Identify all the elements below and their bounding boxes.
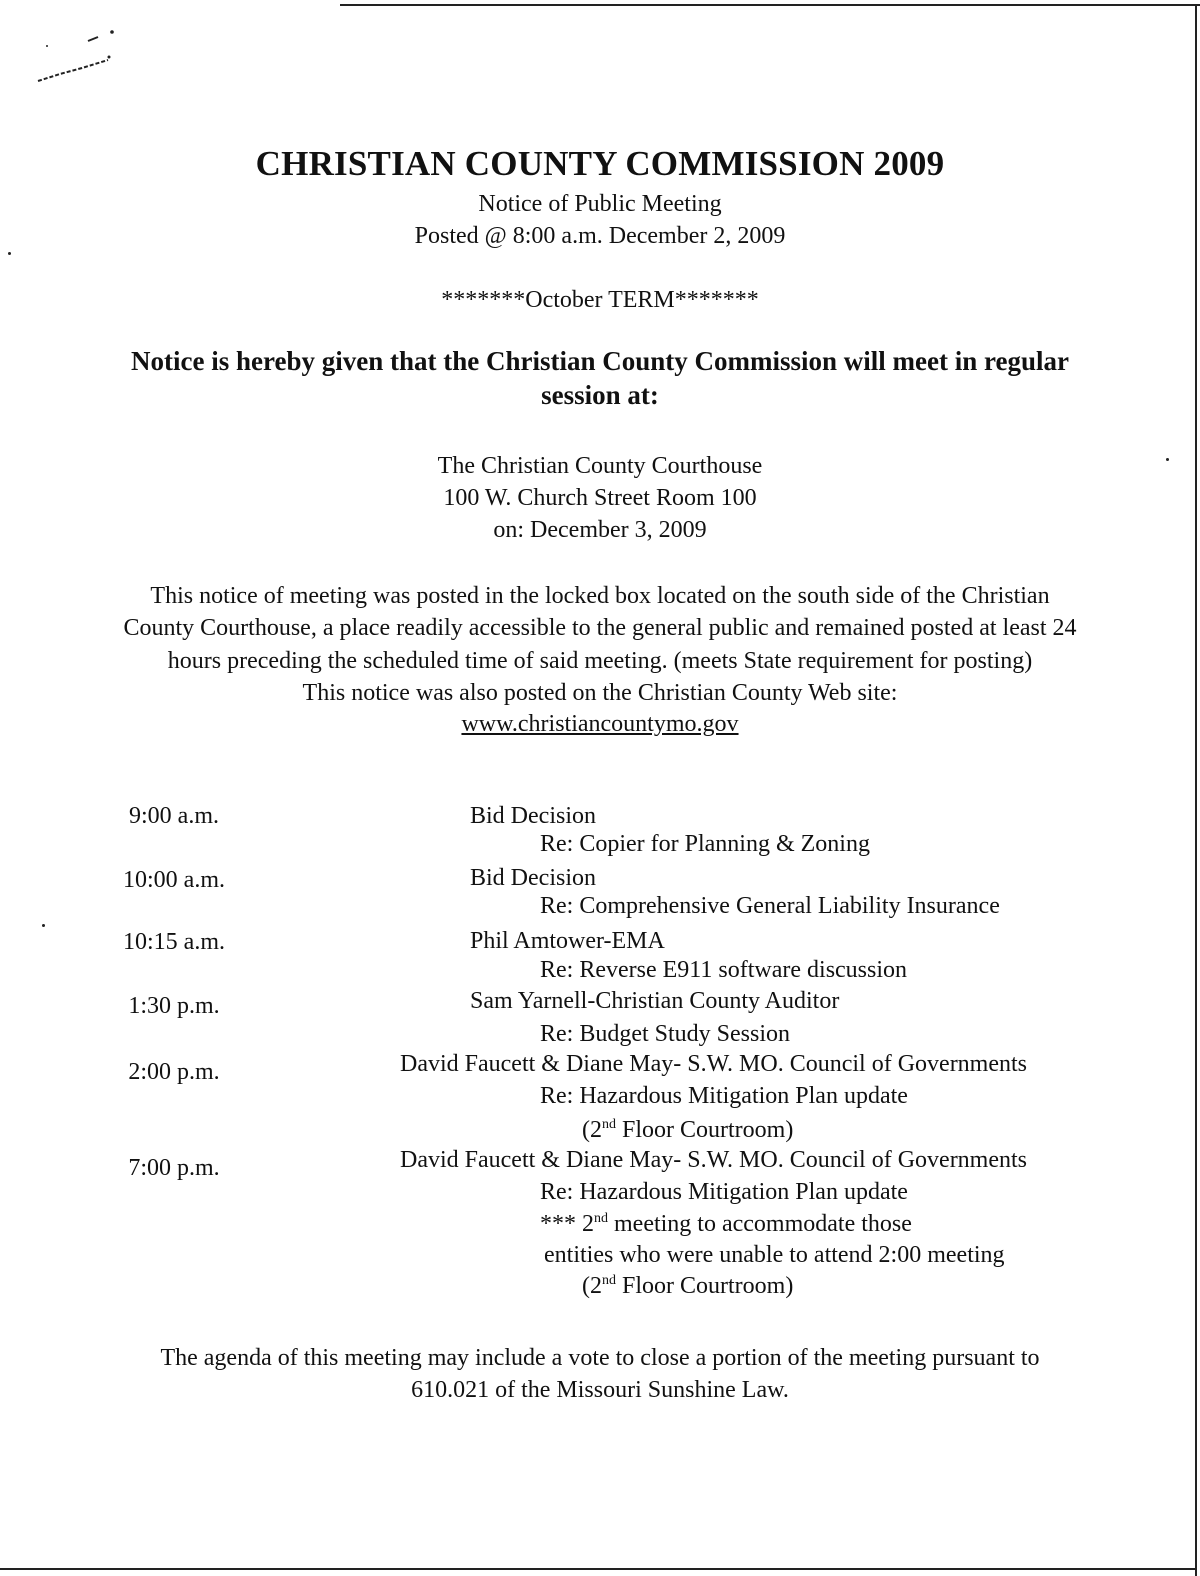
location-building: The Christian County Courthouse: [437, 453, 763, 479]
notice-statement: [0, 344, 1200, 412]
schedule-time: 9:00 a.m.: [129, 803, 219, 829]
footer-line-2: 610.021 of the Missouri Sunshine Law.: [411, 1377, 789, 1403]
posting-line-3: hours preceding the scheduled time of said meeting. (meets State requirement for posting): [167, 648, 1033, 674]
schedule-re: Re: Comprehensive General Liability Insurance: [540, 893, 1000, 919]
schedule-note-2: entities who were unable to attend 2:00 meeting: [544, 1242, 1005, 1268]
schedule-re: Re: Budget Study Session: [540, 1021, 791, 1047]
schedule-title: Sam Yarnell-Christian County Auditor: [470, 988, 840, 1014]
posting-line-1: This notice of meeting was posted in the locked box located on the south side of the Christian: [150, 583, 1050, 609]
location-address: 100 W. Church Street Room 100: [443, 485, 757, 511]
term-line: *******October TERM*******: [441, 287, 759, 313]
schedule-time: 10:15 a.m.: [123, 929, 225, 955]
schedule-room: (2nd Floor Courtroom): [582, 1273, 794, 1299]
schedule-note: *** 2nd meeting to accommodate those: [540, 1211, 912, 1237]
meeting-date: on: December 3, 2009: [493, 517, 707, 543]
page-border-bottom: [0, 1568, 1197, 1570]
schedule-room: (2nd Floor Courtroom): [582, 1117, 794, 1143]
schedule-title: David Faucett & Diane May- S.W. MO. Council of Governments: [400, 1147, 1028, 1173]
posting-line-2: County Courthouse, a place readily accessible to the general public and remained posted at least 24: [123, 615, 1077, 641]
posting-line-4: This notice was also posted on the Christian County Web site:: [302, 680, 898, 706]
schedule-time: 7:00 p.m.: [128, 1155, 220, 1181]
website-link[interactable]: www.christiancountymo.gov: [461, 711, 739, 737]
schedule-re: Re: Reverse E911 software discussion: [540, 957, 908, 983]
schedule-time: 10:00 a.m.: [123, 867, 225, 893]
schedule-re: Re: Hazardous Mitigation Plan update: [540, 1083, 908, 1109]
page-title: CHRISTIAN COUNTY COMMISSION 2009: [255, 144, 945, 183]
notice-line-2: session at:: [541, 380, 659, 410]
schedule-title: Bid Decision: [470, 865, 596, 891]
posted-line: Posted @ 8:00 a.m. December 2, 2009: [414, 223, 786, 249]
footer-line-1: The agenda of this meeting may include a vote to close a portion of the meeting pursuant to: [160, 1345, 1040, 1371]
scan-dot: [8, 252, 11, 255]
notice-line-1: Notice is hereby given that the Christian County Commission will meet in regular: [131, 346, 1069, 376]
schedule-title: Bid Decision: [470, 803, 596, 829]
schedule-time: 1:30 p.m.: [128, 993, 220, 1019]
schedule-title: Phil Amtower-EMA: [470, 928, 665, 954]
schedule-title: David Faucett & Diane May- S.W. MO. Council of Governments: [400, 1051, 1028, 1077]
schedule-time: 2:00 p.m.: [128, 1059, 220, 1085]
scan-dot: [42, 924, 45, 927]
scan-marks: [30, 24, 130, 94]
notice-subtitle: Notice of Public Meeting: [478, 191, 722, 217]
schedule-re: Re: Copier for Planning & Zoning: [540, 831, 870, 857]
page-border-top: [340, 4, 1200, 6]
schedule-re: Re: Hazardous Mitigation Plan update: [540, 1179, 908, 1205]
